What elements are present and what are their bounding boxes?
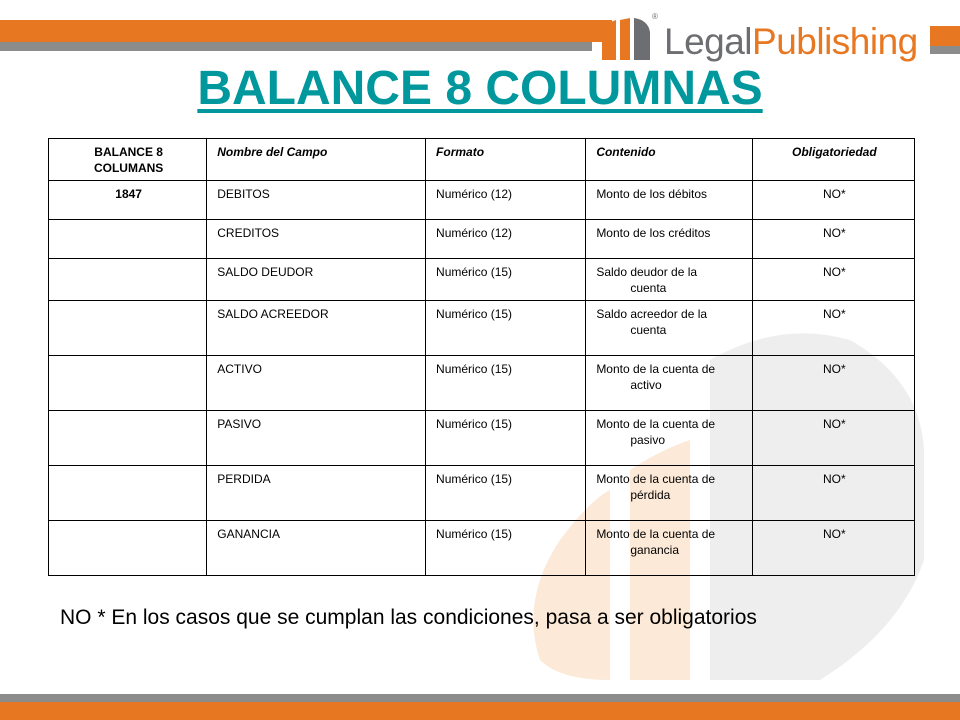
bottom-gray-bar xyxy=(0,694,960,702)
row-contenido xyxy=(586,466,752,521)
row-formato: Numérico (15) xyxy=(426,301,586,356)
table-row xyxy=(49,181,915,220)
row-contenido-line1: Saldo acreedor de la xyxy=(596,307,708,321)
header-obligatoriedad: Obligatoriedad xyxy=(752,139,914,181)
logo-text-publishing: Publishing xyxy=(752,21,918,62)
row-contenido-line1: Saldo deudor de la xyxy=(596,265,698,279)
row-oblig: NO* xyxy=(752,466,914,521)
row-contenido xyxy=(586,301,752,356)
row-contenido-line2: cuenta xyxy=(630,281,667,295)
row-oblig: NO* xyxy=(752,521,914,576)
row-formato: Numérico (15) xyxy=(426,259,586,301)
row-contenido xyxy=(586,521,752,576)
row-oblig: NO* xyxy=(752,181,914,220)
row-campo: DEBITOS xyxy=(207,181,426,220)
fields-table xyxy=(48,138,915,576)
top-right-orange-bar xyxy=(930,26,960,46)
row-campo: PASIVO xyxy=(207,411,426,466)
row-contenido-line1: Monto de la cuenta de xyxy=(596,362,716,376)
row-formato: Numérico (12) xyxy=(426,181,586,220)
row-contenido-line1: Monto de la cuenta de xyxy=(596,417,716,431)
row-formato: Numérico (12) xyxy=(426,220,586,259)
table-row xyxy=(49,411,915,466)
table-row xyxy=(49,301,915,356)
row-code xyxy=(49,259,207,301)
row-code xyxy=(49,521,207,576)
row-formato: Numérico (15) xyxy=(426,411,586,466)
row-campo: SALDO DEUDOR xyxy=(207,259,426,301)
row-contenido xyxy=(586,411,752,466)
table-header-row xyxy=(49,139,915,181)
page-title: BALANCE 8 COLUMNAS xyxy=(197,62,763,115)
row-campo: ACTIVO xyxy=(207,356,426,411)
row-contenido-line2: pasivo xyxy=(630,433,665,447)
logo-registered-mark: ® xyxy=(652,12,658,21)
bottom-orange-bar xyxy=(0,702,960,720)
table-row xyxy=(49,521,915,576)
row-oblig: NO* xyxy=(752,301,914,356)
row-contenido-line2: cuenta xyxy=(630,323,667,337)
row-code xyxy=(49,411,207,466)
table-row xyxy=(49,356,915,411)
logo-text-legal: Legal xyxy=(664,21,753,62)
row-code xyxy=(49,220,207,259)
top-orange-bar xyxy=(0,20,612,42)
row-code xyxy=(49,301,207,356)
row-oblig: NO* xyxy=(752,259,914,301)
row-contenido xyxy=(586,356,752,411)
row-oblig: NO* xyxy=(752,356,914,411)
row-contenido-line1: Monto de los débitos xyxy=(596,187,708,201)
row-contenido-line2: ganancia xyxy=(630,543,680,557)
header-campo: Nombre del Campo xyxy=(207,139,426,181)
table-row xyxy=(49,259,915,301)
header-section: BALANCE 8 COLUMANS xyxy=(49,139,207,181)
top-right-gray-bar xyxy=(930,46,960,54)
row-formato: Numérico (15) xyxy=(426,356,586,411)
row-contenido-line1: Monto de los créditos xyxy=(596,226,711,240)
row-oblig: NO* xyxy=(752,411,914,466)
row-contenido xyxy=(586,259,752,301)
row-contenido-line2: pérdida xyxy=(630,488,671,502)
row-oblig: NO* xyxy=(752,220,914,259)
table-row xyxy=(49,466,915,521)
footnote: NO * En los casos que se cumplan las condiciones, pasa a ser obligatorios xyxy=(60,606,757,629)
top-gray-bar xyxy=(0,42,592,51)
table-row xyxy=(49,220,915,259)
row-code: 1847 xyxy=(49,181,207,220)
header-contenido: Contenido xyxy=(586,139,752,181)
row-contenido-line2: activo xyxy=(630,378,662,392)
row-campo: SALDO ACREEDOR xyxy=(207,301,426,356)
row-code xyxy=(49,466,207,521)
row-code xyxy=(49,356,207,411)
row-contenido-line1: Monto de la cuenta de xyxy=(596,472,716,486)
header-formato: Formato xyxy=(426,139,586,181)
row-formato: Numérico (15) xyxy=(426,466,586,521)
row-contenido xyxy=(586,220,752,259)
row-campo: PERDIDA xyxy=(207,466,426,521)
row-formato: Numérico (15) xyxy=(426,521,586,576)
row-contenido xyxy=(586,181,752,220)
row-campo: GANANCIA xyxy=(207,521,426,576)
row-campo: CREDITOS xyxy=(207,220,426,259)
row-contenido-line1: Monto de la cuenta de xyxy=(596,527,716,541)
